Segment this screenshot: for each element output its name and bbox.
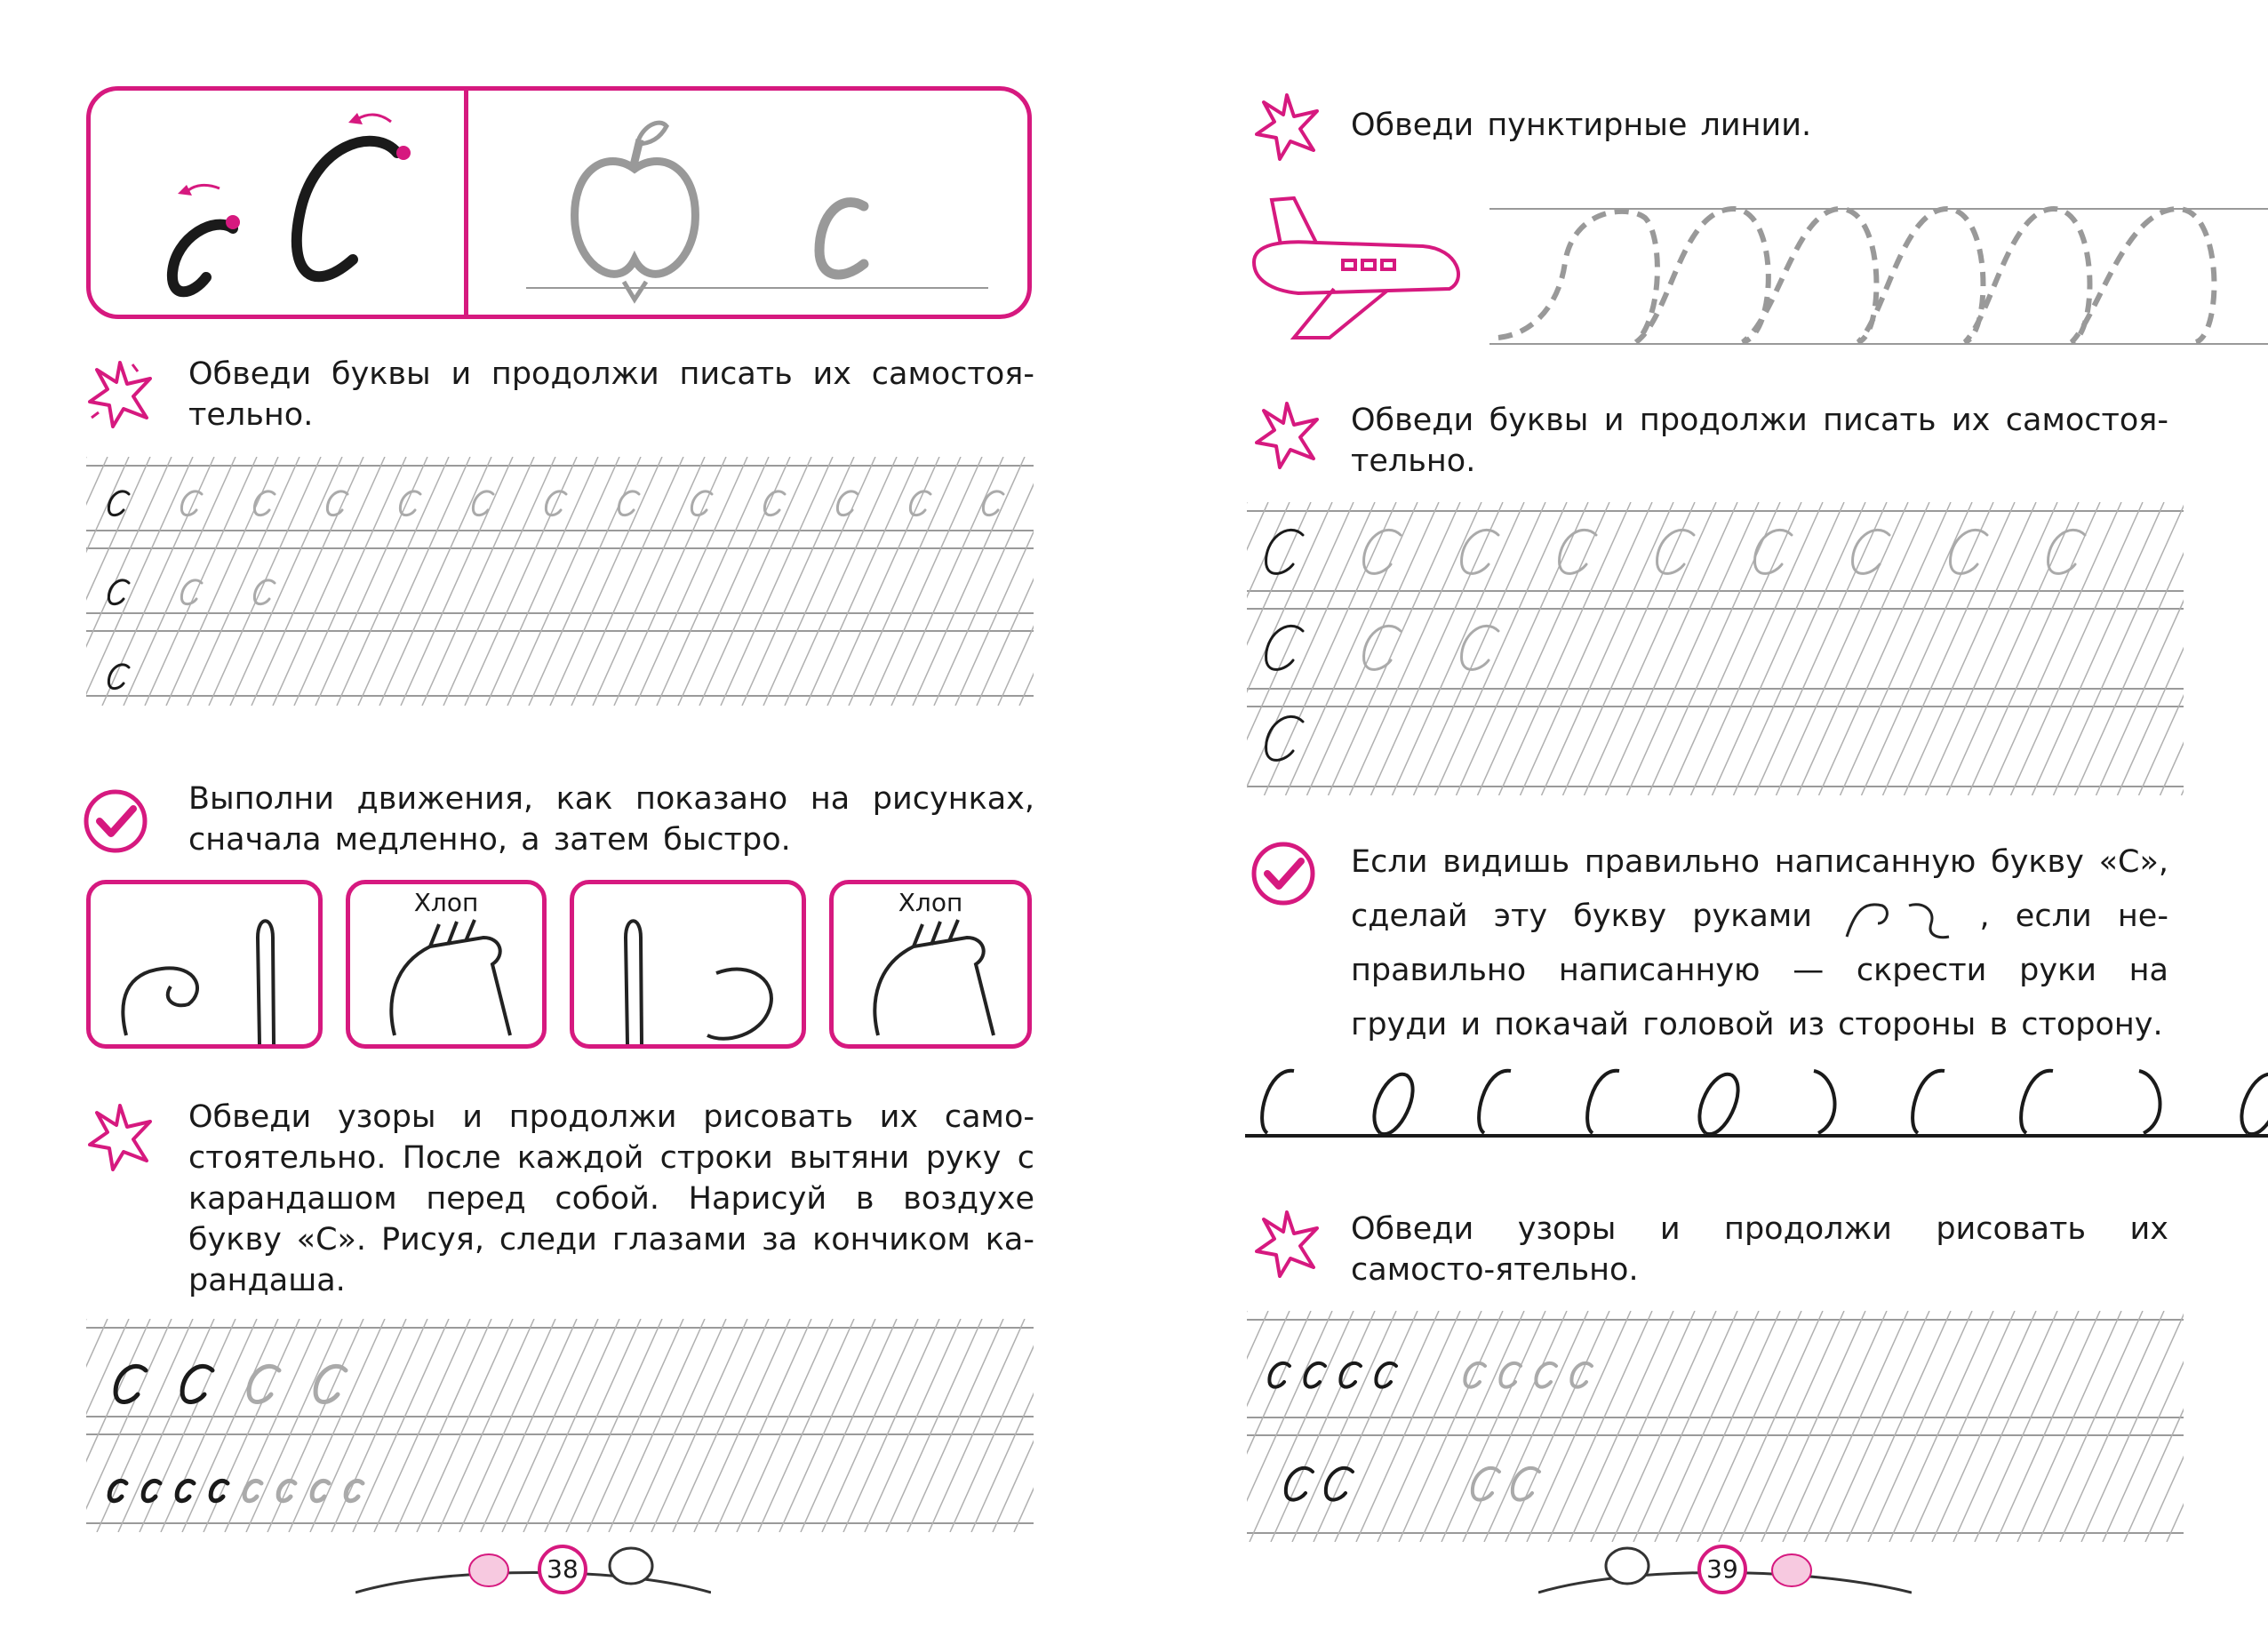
check-icon bbox=[1250, 840, 1317, 907]
letter-c-correct bbox=[1913, 1071, 1945, 1133]
letter-c-glyph bbox=[1473, 1468, 1499, 1500]
dotted-lines-exercise bbox=[1245, 182, 2268, 360]
letter-c-glyph bbox=[1286, 1468, 1313, 1500]
letter-c-glyph bbox=[2048, 530, 2085, 573]
letter-c-glyph bbox=[346, 1481, 363, 1500]
letter-practice-grid bbox=[86, 457, 1034, 706]
letter-c-glyph bbox=[1500, 1363, 1521, 1387]
letter-practice-grid bbox=[1247, 502, 2184, 795]
bird-branch-decoration bbox=[355, 1530, 711, 1610]
letter-c-glyph bbox=[1571, 1363, 1592, 1387]
letter-c-choice-row bbox=[1245, 1058, 2268, 1146]
letter-c-glyph bbox=[315, 1366, 346, 1401]
task-2-text: Обведи буквы и продолжи писать их самостоя-тельно. bbox=[1351, 403, 2168, 479]
airplane-icon bbox=[1254, 198, 1458, 338]
letter-card bbox=[86, 86, 1032, 319]
hands-icon bbox=[574, 884, 811, 1053]
letter-c-glyph bbox=[181, 491, 202, 515]
letter-c-glyph bbox=[244, 1481, 261, 1500]
clap-label: Хлоп bbox=[413, 888, 479, 917]
letter-c-correct bbox=[1479, 1071, 1511, 1133]
letter-c-glyph bbox=[1657, 530, 1694, 573]
pattern-practice-grid bbox=[1247, 1311, 2184, 1542]
task-3-text-part1: Если видишь правильно написанную букву «С», сделай эту букву руками bbox=[1351, 844, 2168, 934]
letter-c-glyph bbox=[1340, 1363, 1361, 1387]
letter-c-glyph bbox=[1305, 1363, 1325, 1387]
letter-c-correct bbox=[1587, 1071, 1619, 1133]
letter-c-glyph bbox=[327, 491, 347, 515]
hand-card-3 bbox=[570, 880, 806, 1049]
letter-c-correct bbox=[1262, 1071, 1294, 1133]
letter-c-glyph bbox=[109, 1481, 126, 1500]
letter-c-glyph bbox=[1465, 1363, 1485, 1387]
hands-icon bbox=[350, 884, 551, 1053]
star-icon bbox=[84, 359, 156, 428]
task-3-text bbox=[1351, 835, 2168, 1052]
star-icon bbox=[1251, 1209, 1322, 1278]
page-number: 39 bbox=[1697, 1545, 1747, 1594]
letter-c-glyph bbox=[473, 491, 493, 515]
check-icon bbox=[82, 787, 149, 855]
letter-card-art bbox=[91, 91, 1036, 323]
hand-card-1 bbox=[86, 880, 323, 1049]
letter-c-glyph bbox=[1269, 1363, 1290, 1387]
hands-icon bbox=[91, 884, 327, 1053]
task-1-text: Обведи буквы и продолжи писать их самостоя-тельно. bbox=[188, 356, 1034, 433]
letter-c-glyph bbox=[1376, 1363, 1396, 1387]
letter-c-glyph bbox=[177, 1481, 194, 1500]
letter-c-reversed bbox=[1814, 1071, 1835, 1133]
task-3-text-part2: , если не-правильно написанную — скрести руки на груди и покачай головой из стороны в сторону. bbox=[1351, 898, 2168, 1042]
letter-o-distractor bbox=[1699, 1074, 1737, 1134]
hands-icon bbox=[1838, 892, 1953, 942]
hand-card-2 bbox=[346, 880, 547, 1049]
page-number: 38 bbox=[538, 1545, 587, 1594]
star-icon bbox=[84, 1102, 156, 1171]
letter-c-correct bbox=[2021, 1071, 2053, 1133]
task-4-text: Обведи узоры и продолжи рисовать их самосто-ятельно. bbox=[1351, 1211, 2168, 1288]
letter-c-glyph bbox=[619, 491, 639, 515]
pattern-practice-grid bbox=[86, 1319, 1034, 1532]
letter-c-reversed bbox=[2139, 1071, 2160, 1133]
letter-c-glyph bbox=[1266, 626, 1303, 669]
letter-o-distractor bbox=[2241, 1074, 2268, 1134]
letter-o-distractor bbox=[1374, 1074, 1412, 1134]
task-2-text: Выполни движения, как показано на рисунках, сначала медленно, а затем быстро. bbox=[188, 781, 1034, 858]
apple-icon bbox=[575, 123, 696, 299]
hands-icon bbox=[834, 884, 1036, 1053]
letter-c-glyph bbox=[1266, 530, 1303, 573]
right-page bbox=[1134, 0, 2268, 1645]
star-icon bbox=[1251, 400, 1322, 469]
star-icon bbox=[1251, 92, 1322, 161]
letter-c-glyph bbox=[211, 1481, 228, 1500]
letter-c-glyph bbox=[182, 1366, 212, 1401]
task-1-text: Обведи пунктирные линии. bbox=[1351, 108, 1812, 143]
letter-c-glyph bbox=[108, 580, 129, 604]
task-3-text: Обведи узоры и продолжи рисовать их само-стоятельно. После каждой строки вытяни руку с карандашом перед собой. Нарисуй в воздухе букву «С». Рисуя, следи глазами за кончиком ка-рандаша. bbox=[188, 1099, 1034, 1298]
letter-c-glyph bbox=[764, 491, 785, 515]
letter-c-glyph bbox=[1560, 530, 1596, 573]
hand-card-4 bbox=[829, 880, 1032, 1049]
clap-label: Хлоп bbox=[898, 888, 963, 917]
letter-c-glyph bbox=[910, 491, 930, 515]
letter-c-glyph bbox=[254, 580, 275, 604]
letter-c-glyph bbox=[1536, 1363, 1556, 1387]
